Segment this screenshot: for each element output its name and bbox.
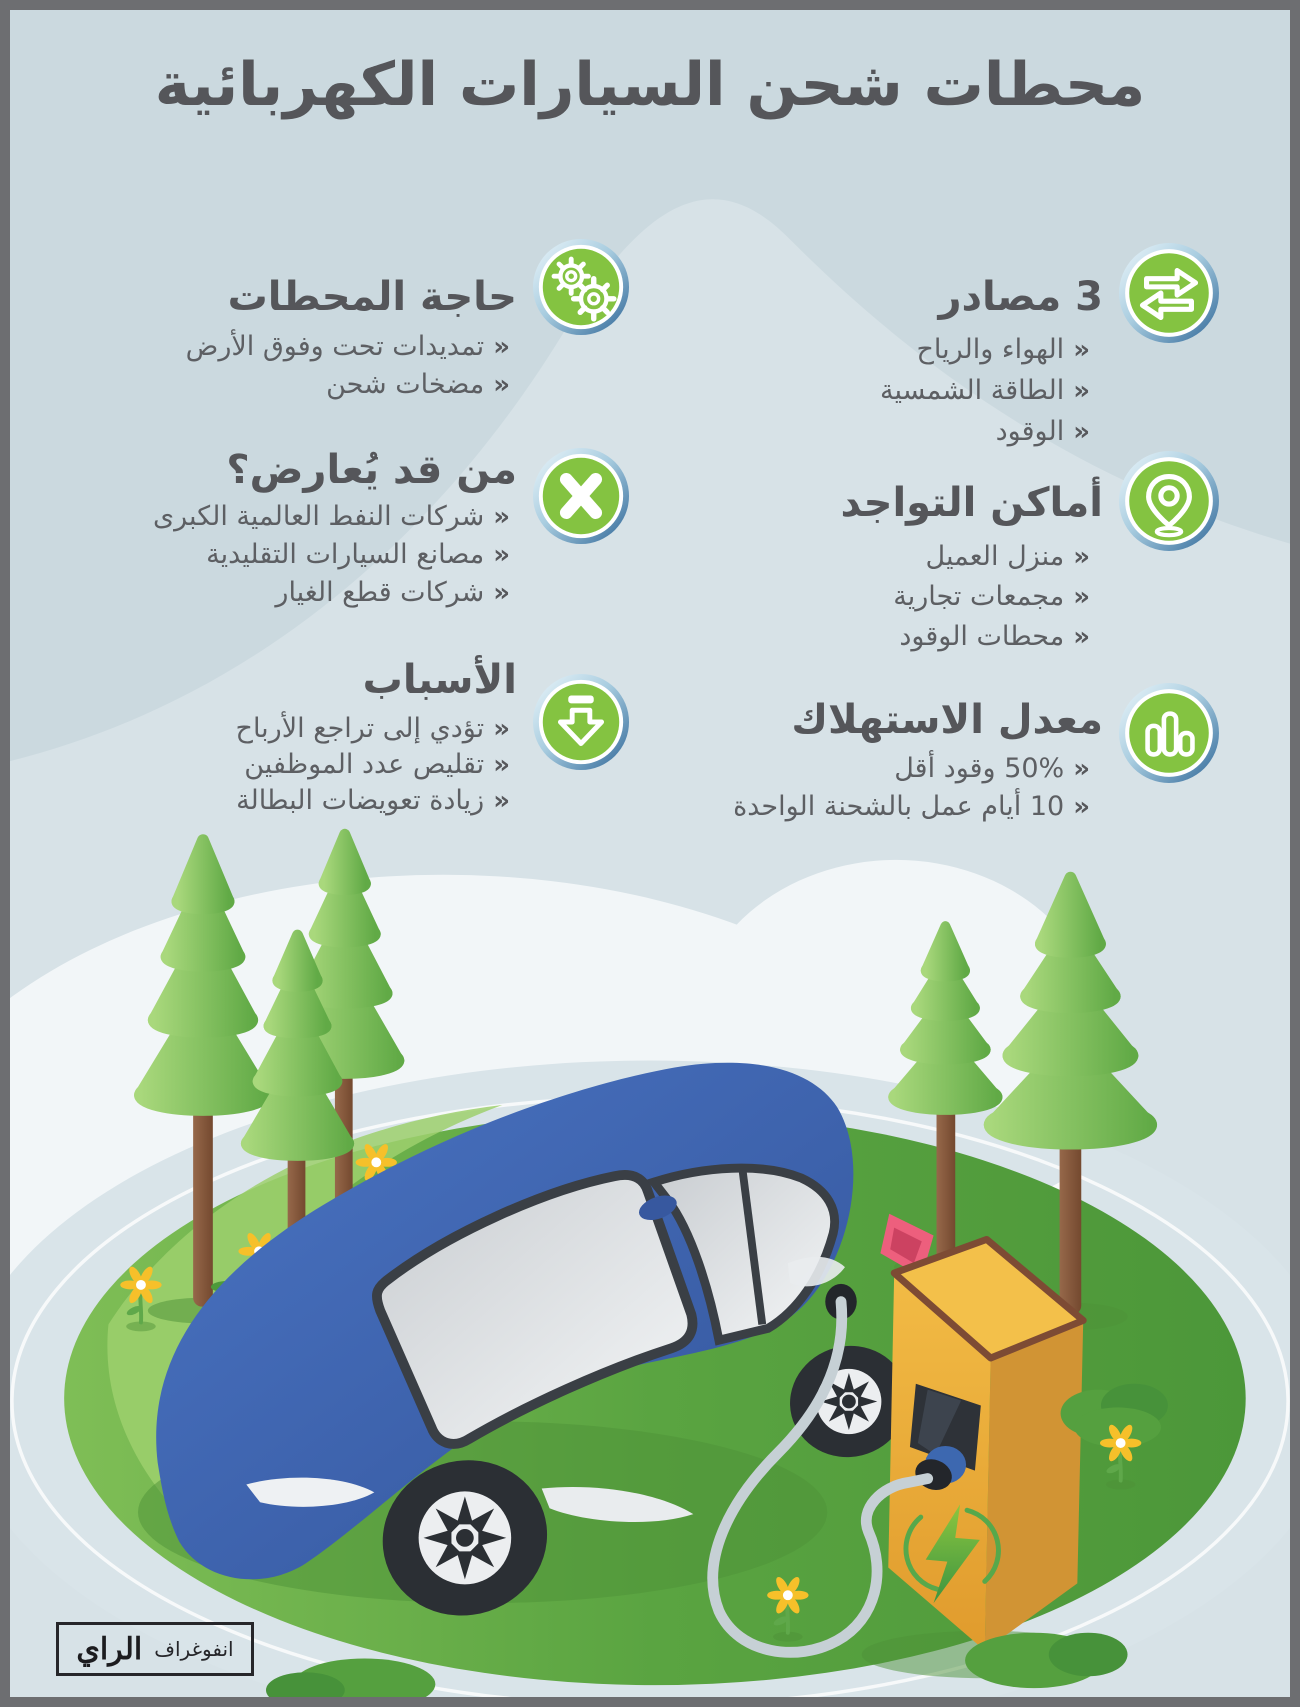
list-item-text: 10 أيام عمل بالشحنة الواحدة [733,791,1065,822]
list-item-text: شركات النفط العالمية الكبرى [153,501,485,532]
section-heading: الأسباب [362,657,517,703]
chevron-bullet-icon [493,713,510,744]
section-heading: أماكن التواجد [840,480,1103,526]
section-heading: 3 مصادر [938,274,1103,320]
chevron-bullet-icon [1073,541,1090,572]
chevron-bullet-icon [1073,753,1090,784]
list-item-text: 50% وقود أقل [894,753,1065,784]
list-item-text: منزل العميل [925,541,1065,572]
list-item-text: الهواء والرياح [916,334,1065,365]
list-item-text: تمديدات تحت وفوق الأرض [185,331,485,362]
chevron-bullet-icon [493,577,510,608]
chevron-bullet-icon [1073,621,1090,652]
publisher-logo [56,1622,254,1676]
page-title: محطات شحن السيارات الكهربائية [154,50,1146,120]
section-items [186,331,510,407]
chevron-bullet-icon [493,369,510,400]
alrai-brand-logo: الراي [76,1631,143,1667]
list-item [153,577,510,615]
list-item [880,375,1090,416]
charging-station [888,1239,1083,1650]
section-heading: معدل الاستهلاك [791,697,1103,743]
list-item-text: محطات الوقود [899,621,1065,652]
section-items [733,753,1090,829]
list-item [153,501,510,539]
section-items [236,713,510,821]
chevron-bullet-icon [1073,334,1090,365]
list-item-text: تقليص عدد الموظفين [244,749,485,780]
section-heading: من قد يُعارض؟ [226,447,517,493]
section-items [880,334,1090,457]
list-item [880,334,1090,375]
list-item [236,785,510,821]
list-item [186,331,510,369]
chevron-bullet-icon [1073,375,1090,406]
list-item [893,581,1090,621]
section-items [153,501,510,615]
gears-icon [532,238,630,340]
chevron-bullet-icon [1073,581,1090,612]
list-item-text: شركات قطع الغيار [275,577,485,608]
list-item [733,753,1090,791]
list-item [893,541,1090,581]
list-item [153,539,510,577]
list-item-text: مضخات شحن [326,369,485,400]
chevron-bullet-icon [493,501,510,532]
list-item [893,621,1090,661]
list-item [733,791,1090,829]
chevron-bullet-icon [1073,416,1090,447]
bar-chart-icon [1118,682,1220,788]
list-item-text: مصانع السيارات التقليدية [206,539,485,570]
chevron-bullet-icon [1073,791,1090,822]
list-item [236,749,510,785]
list-item-text: تؤدي إلى تراجع الأرباح [235,713,485,744]
section-heading: حاجة المحطات [227,274,517,320]
down-arrow-icon [532,673,630,775]
list-item-text: زيادة تعويضات البطالة [236,785,485,816]
scene-illustration [10,10,1290,1697]
list-item [186,369,510,407]
infograph-label: انفوغراف [154,1637,234,1661]
list-item-text: الوقود [995,416,1065,447]
x-icon [532,447,630,549]
list-item-text: مجمعات تجارية [893,581,1065,612]
list-item [236,713,510,749]
section-items [893,541,1090,661]
chevron-bullet-icon [493,785,510,816]
list-item [880,416,1090,457]
chevron-bullet-icon [493,539,510,570]
chevron-bullet-icon [493,749,510,780]
exchange-arrows-icon [1118,242,1220,348]
list-item-text: الطاقة الشمسية [880,375,1065,406]
location-pin-icon [1118,450,1220,556]
chevron-bullet-icon [493,331,510,362]
